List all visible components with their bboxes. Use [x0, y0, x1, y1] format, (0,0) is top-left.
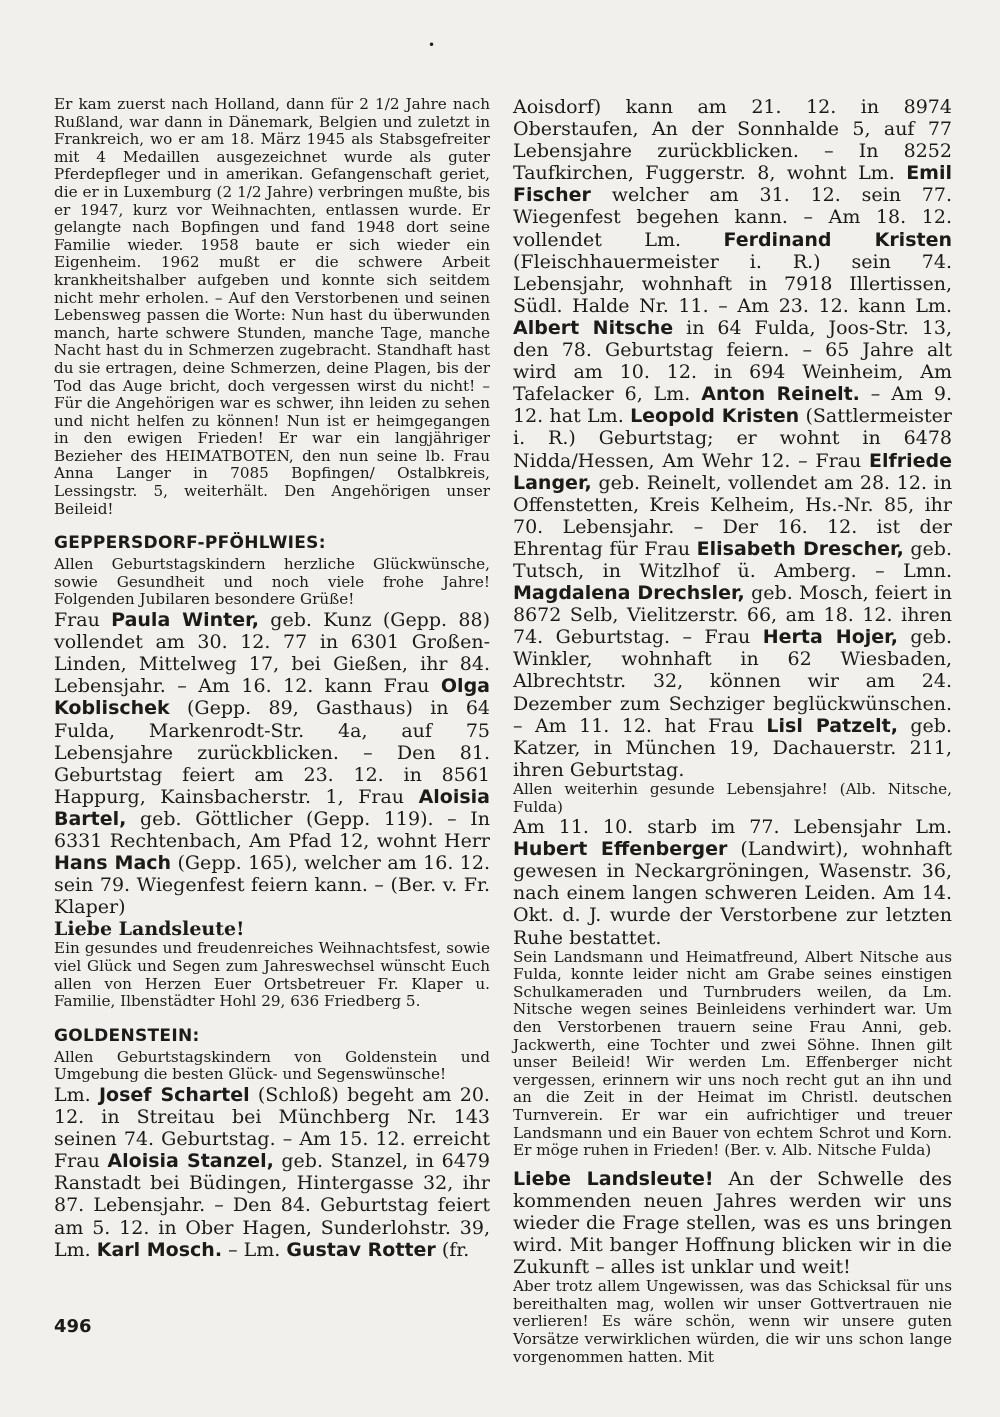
person-name: Elisabeth Drescher, [696, 537, 904, 560]
person-name: Lisl Patzelt, [766, 714, 898, 737]
section-heading-goldenstein: GOLDENSTEIN: [54, 1025, 200, 1046]
person-name: Magdalena Drechsler, [513, 582, 745, 605]
page-speck: • [428, 38, 436, 52]
person-name: Aloisia Stanzel, [107, 1150, 274, 1173]
text-run: An der Schwelle des kommenden neuen Jahres werden wir uns wieder die Frage stellen, was es uns bringen wird. Mit banger Hoffnung blicken wir in die Zukunft – alles ist unklar und weit! [513, 1167, 953, 1279]
person-name: Ferdinand Kristen [723, 228, 952, 251]
page-number: 496 [54, 1316, 92, 1337]
text-run: geb. Katzer, in München 19, Dachauerstr. 211, ihren Geburtstag. [513, 714, 952, 781]
greeting-goldenstein: Allen Geburtstagskindern von Goldenstein und Umgebung die besten Glück- und Segenswünsche! [54, 1047, 490, 1084]
section-heading-geppersdorf: GEPPERSDORF-PFÖHLWIES: [54, 533, 326, 554]
text-run: (Fleischhauermeister i. R.) sein 74. Lebensjahr, wohnhaft in 7918 Illertissen, Südl. Halde Nr. 11. – Am 23. 12. kann Lm. [513, 250, 952, 317]
text-run: geb. Winkler, wohnhaft in 62 Wiesbaden, Albrechtstr. 32, können wir am 24. Dezember zum Sechziger beglückwünschen. – Am 11. 12. hat Frau [513, 626, 952, 737]
text-run: geb. Kunz (Gepp. 88) vollendet am 30. 12. 77 in 6301 Großen-Linden, Mittelweg 17, bei Gießen, ihr 84. Lebensjahr. – Am 16. 12. kann Frau [54, 609, 490, 698]
death-notice [513, 816, 952, 949]
person-name: Olga Koblischek [54, 675, 490, 720]
text-run: – Lm. [222, 1238, 287, 1261]
greeting-geppersdorf: Allen Geburtstagskindern herzliche Glückwünsche, sowie Gesundheit und noch viele frohe Jahre! Folgenden Jubilaren besondere Grüße! [54, 555, 490, 609]
text-run: geb. Reinelt, vollendet am 28. 12. in Offenstetten, Kreis Kelheim, Hs.-Nr. 85, ihr 70. Lebensjahr. – Der 16. 12. ist der Ehrentag für Frau [513, 471, 952, 560]
text-run: geb. Tutsch, in Witzlhof ü. Amberg. – Lmn. [513, 537, 952, 582]
person-name: Hubert Effenberger [513, 838, 728, 861]
text-run: (Sattlermeister i. R.) Geburtstag; er wohnt in 6478 Nidda/Hessen, Am Wehr 12. – Frau [513, 405, 952, 472]
person-name: Hans Mach [54, 852, 172, 875]
person-name: Elfriede Langer, [513, 449, 952, 494]
text-run: (Gepp. 89, Gasthaus) in 64 Fulda, Markenrodt-Str. 4a, auf 75 Lebensjahre zurückblicken. – Den 81. Geburtstag feiert am 23. 12. in 8561 Happurg, Kainsbacherstr. 1, Frau [54, 697, 490, 808]
person-name: Herta Hojer, [762, 626, 898, 649]
text-run: welcher am 31. 12. sein 77. Wiegenfest begehen kann. – Am 18. 12. vollendet Lm. [513, 184, 952, 251]
person-name: Gustav Rotter [286, 1238, 436, 1261]
text-run: Frau [54, 609, 112, 632]
birthdays-goldenstein [54, 1084, 490, 1261]
person-name: Aloisia Bartel, [54, 785, 490, 830]
text-run: (fr. [435, 1238, 470, 1261]
person-name: Anton Reinelt. [701, 383, 860, 406]
text-run: (Schloß) begeht am 20. 12. in Streitau bei Münchberg Nr. 143 seinen 74. Geburtstag. – Am 15. 12. erreicht Frau [54, 1084, 490, 1173]
text-run: geb. Mosch, feiert in 8672 Selb, Vielitzerstr. 66, am 18. 12. ihren 74. Geburtstag. – Frau [513, 582, 952, 649]
wishes-note: Allen weiterhin gesunde Lebensjahre! (Alb. Nitsche, Fulda) [513, 779, 952, 816]
text-run: Am 11. 10. starb im 77. Lebensjahr Lm. [513, 816, 952, 839]
christmas-greeting: Ein gesundes und freudenreiches Weihnachtsfest, sowie viel Glück und Segen zum Jahreswechsel wünscht Euch allen von Herzen Euer Ortsbetreuer Fr. Klaper u. Familie, Ilbenstädter Hohl 29, 636 Friedberg 5. [54, 939, 490, 1011]
text-run: geb. Stanzel, in 6479 Ranstadt bei Büdingen, Hintergasse 32, ihr 87. Lebensjahr. – Den 84. Geburtstag feiert am 5. 12. in Ober Hagen, Sunderlohstr. 39, Lm. [54, 1150, 490, 1261]
salutation: Liebe Landsleute! [54, 918, 245, 941]
person-name: Paula Winter, [111, 609, 259, 632]
person-name: Josef Schartel [98, 1084, 250, 1106]
text-run: in 64 Fulda, Joos-Str. 13, den 78. Geburtstag feiern. – 65 Jahre alt wird am 10. 12. in 694 Weinheim, Am Tafelacker 6, Lm. [513, 316, 952, 406]
left-column [54, 96, 490, 1261]
new-year-message [513, 1168, 952, 1278]
person-name: Leopold Kristen [630, 405, 800, 428]
salutation: Liebe Landsleute! [513, 1167, 714, 1190]
birthdays-goldenstein-continued [513, 96, 952, 781]
new-year-continued: Aber trotz allem Ungewissen, was das Schicksal für uns bereithalten mag, wollen wir unser Gottvertrauen nie verlieren! Es wäre schön, wenn wir unsere guten Vorsätze verwirklichen würden, die wir uns schon lange vorgenommen hatten. Mit [513, 1277, 952, 1366]
obituary-continued: Er kam zuerst nach Holland, dann für 2 1/2 Jahre nach Rußland, war dann in Dänemark, Belgien und zuletzt in Frankreich, wo er am 18. März 1945 als Stabsgefreiter mit 4 Medaillen ausgezeichnet wurde als guter Pferdepfleger und in amerikan. Gefangenschaft geriet, die er in Luxemburg (2 1/2 Jahre) verbringen mußte, bis er 1947, kurz vor Weihnachten, entlassen wurde. Er gelangte nach Bopfingen und fand 1948 dort seine Familie wieder. 1958 baute er sich wieder ein Eigenheim. 1962 mußt er die schwere Arbeit krankheitshalber aufgeben und konnte sich seitdem nicht mehr erholen. – Auf den Verstorbenen und seinen Lebensweg passen die Worte: Nun hast du überwunden manch, harte schwere Stunden, manche Tage, manche Nacht hast du in Schmerzen zugebracht. Standhaft hast du sie ertragen, deine Schmerzen, deine Plagen, bis der Tod das Auge bricht, doch vergessen wirst du nicht! – Für die Angehörigen war es schwer, ihn leiden zu sehen und nicht helfen zu können! Nun ist er heimgegangen in den ewigen Frieden! Er war ein langjähriger Bezieher des HEIMATBOTEN, den nun seine lb. Frau Anna Langer in 7085 Bopfingen/ Ostalbkreis, Lessingstr. 5, weiterhält. Den Angehörigen unser Beileid! [54, 95, 490, 518]
right-column [513, 96, 952, 1366]
birthdays-geppersdorf [54, 609, 490, 918]
person-name: Emil Fischer [513, 162, 952, 207]
text-run: Lm. [54, 1084, 99, 1106]
text-run: Aoisdorf) kann am 21. 12. in 8974 Oberstaufen, An der Sonnhalde 5, auf 77 Lebensjahre zurückblicken. – In 8252 Taufkirchen, Fuggerstr. 8, wohnt Lm. [513, 96, 952, 185]
text-run: (Gepp. 165), welcher am 16. 12. sein 79. Wiegenfest feiern kann. – (Ber. v. Fr. Klaper) [54, 852, 490, 919]
text-run: (Landwirt), wohnhaft gewesen in Neckargröningen, Wasenstr. 36, nach einem langen schweren Leiden. Am 14. Okt. d. J. wurde der Verstorbene zur letzten Ruhe bestattet. [513, 838, 952, 949]
person-name: Albert Nitsche [513, 316, 674, 339]
person-name: Karl Mosch. [96, 1238, 223, 1261]
text-run: geb. Göttlicher (Gepp. 119). – In 6331 Rechtenbach, Am Pfad 12, wohnt Herr [54, 807, 490, 852]
obituary-effenberger: Sein Landsmann und Heimatfreund, Albert Nitsche aus Fulda, konnte leider nicht am Grabe seines einstigen Schulkameraden und Turnbruders weilen, da Lm. Nitsche wegen seines Beinleidens verhindert war. Um den Verstorbenen trauern seine Frau Anni, geb. Jackwerth, eine Tochter und zwei Söhne. Ihnen gilt unser Beileid! Wir werden Lm. Effenberger nicht vergessen, erinnern wir uns noch recht gut an ihn und an die Zeit in der Heimat im Christl. deutschen Turnverein. Er war ein aufrichtiger und treuer Landsmann und ein Bauer von echtem Schrot und Korn. Er möge ruhen in Frieden! (Ber. v. Alb. Nitsche Fulda) [513, 947, 952, 1160]
text-run: – Am 9. 12. hat Lm. [513, 383, 953, 428]
